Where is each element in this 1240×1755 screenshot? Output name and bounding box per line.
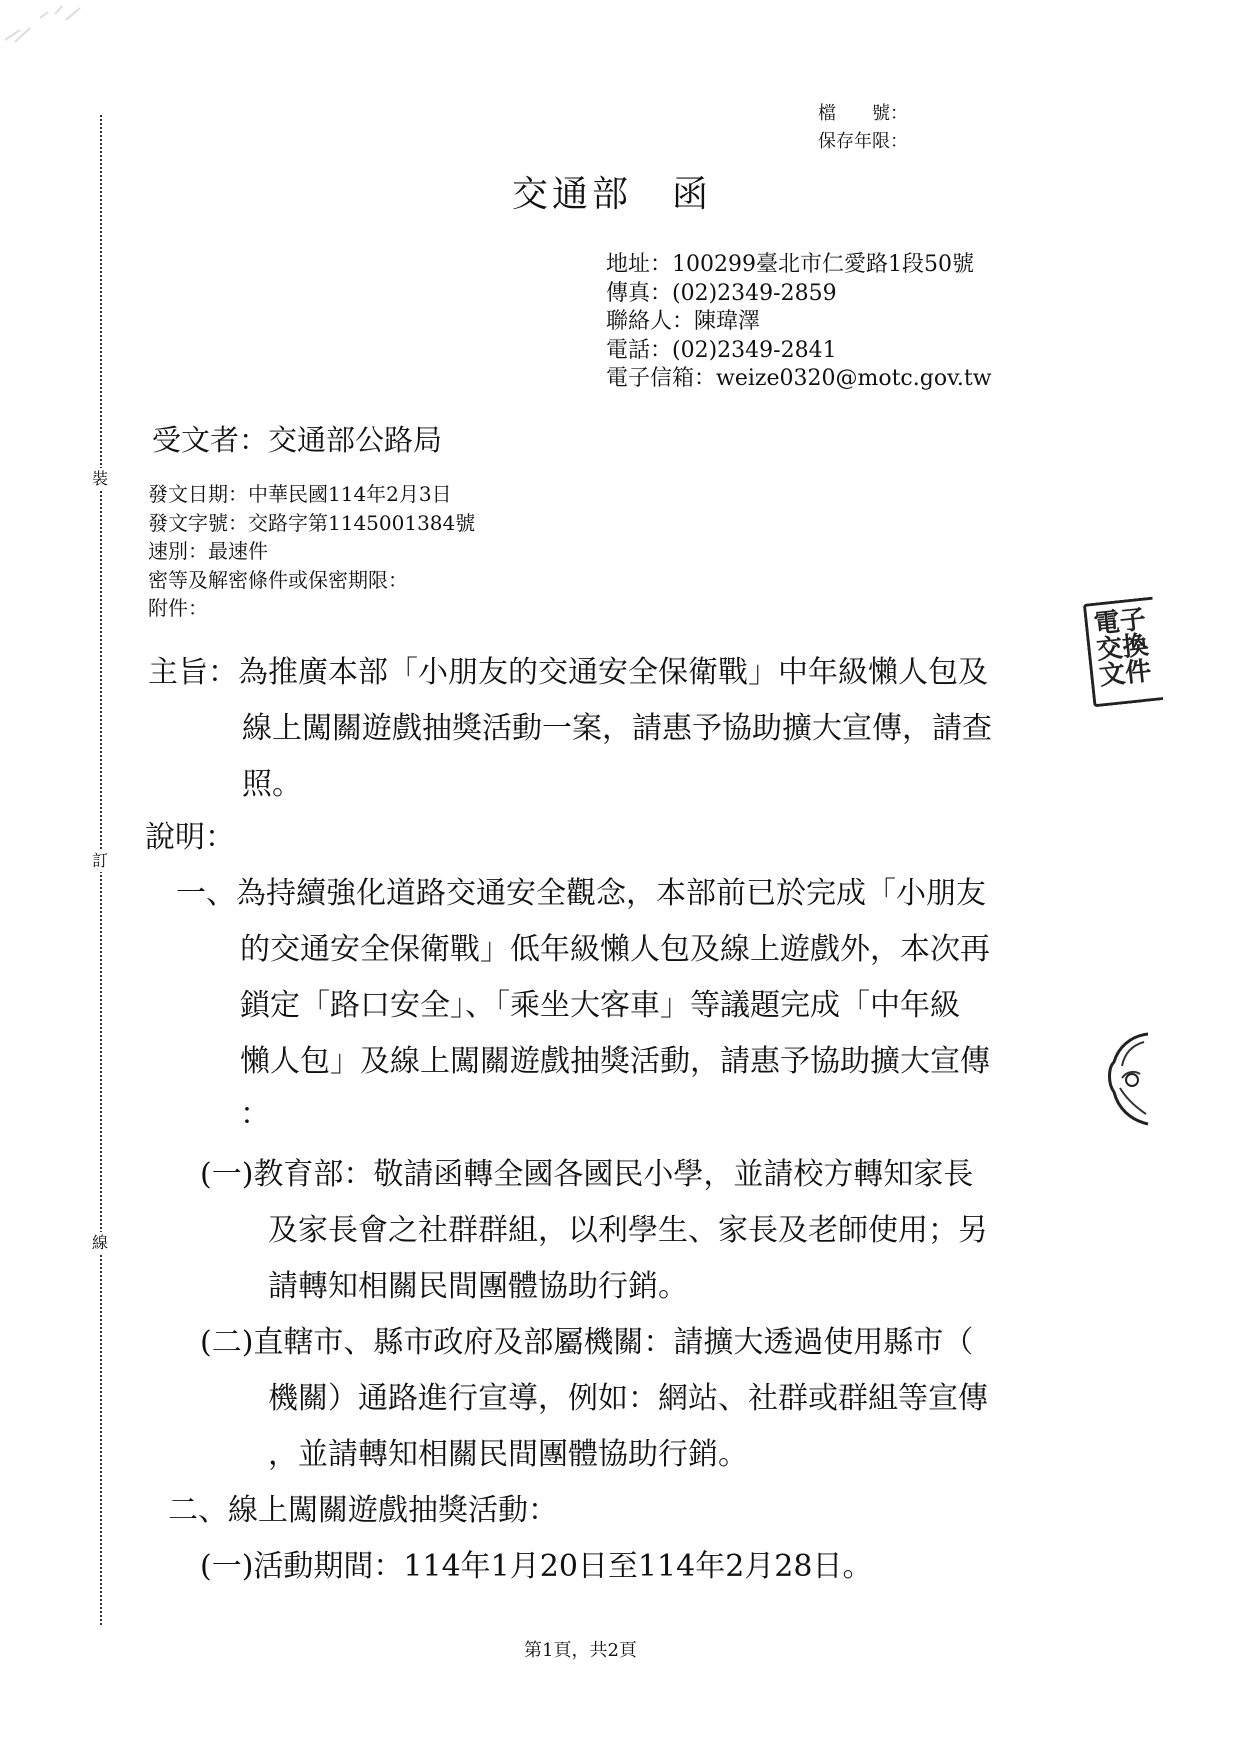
item1-sub2-line-3: ，並請轉知相關民間團體協助行銷。 [268,1437,748,1472]
item1-line-4: 懶人包」及線上闖關遊戲抽獎活動，請惠予協助擴大宣傳 [240,1044,990,1079]
binding-char-xian: 線 [86,1232,114,1254]
item2-sub1-line-1: (一)活動期間：114年1月20日至114年2月28日。 [200,1549,873,1584]
page-number: 第1頁，共2頁 [524,1640,637,1661]
recipient: 受文者：交通部公路局 [152,423,443,457]
issue-date: 發文日期：中華民國114年2月3日 [148,482,452,506]
item1-line-5: ： [240,1097,270,1132]
speed-category: 速別：最速件 [148,539,268,563]
item1-line-1: 一、為持續強化道路交通安全觀念，本部前已於完成「小朋友 [176,876,986,911]
item1-sub1-line-2: 及家長會之社群群組，以利學生、家長及老師使用；另 [268,1213,988,1248]
subject-line-3: 照。 [242,767,302,802]
item1-line-3: 鎖定「路口安全」、「乘坐大客車」等議題完成「中年級 [240,988,960,1023]
document-title: 交通部 函 [512,174,713,215]
email: 電子信箱：weize0320@motc.gov.tw [606,366,992,391]
item1-line-2: 的交通安全保衛戰」低年級懶人包及線上遊戲外，本次再 [240,932,990,967]
item1-sub1-line-3: 請轉知相關民間團體協助行銷。 [268,1269,688,1304]
contact-person: 聯絡人：陳瑋澤 [606,309,761,334]
attachment: 附件： [148,596,208,620]
retention-period-label: 保存年限： [818,131,908,152]
item1-sub2-line-2: 機關）通路進行宣導，例如：網站、社群或群組等宣傳 [268,1381,988,1416]
corner-scribble [0,0,90,50]
item1-sub1-line-1: (一)教育部：敬請函轉全國各國民小學，並請校方轉知家長 [200,1157,974,1192]
file-number-label: 檔 號： [818,103,908,124]
item1-sub2-line-1: (二)直轄市、縣市政府及部屬機關：請擴大透過使用縣市（ [200,1325,974,1360]
subject-line-2: 線上闖關遊戲抽獎活動一案，請惠予協助擴大宣傳，請查 [242,711,992,746]
document-number: 發文字號：交路字第1145001384號 [148,511,476,535]
address: 地址：100299臺北市仁愛路1段50號 [606,252,974,277]
binding-char-ding: 訂 [86,850,114,872]
secrecy-level: 密等及解密條件或保密期限： [148,568,408,592]
phone: 電話：(02)2349-2841 [606,338,837,363]
subject-line-1: 主旨：為推廣本部「小朋友的交通安全保衛戰」中年級懶人包及 [148,655,988,690]
seal-stamp-icon [1100,1028,1150,1128]
item2-line-1: 二、線上闖關遊戲抽獎活動： [168,1493,558,1528]
electronic-exchange-stamp [1083,597,1163,708]
fax: 傳真：(02)2349-2859 [606,281,837,306]
explanation-heading: 說明： [145,820,235,855]
stamp-text: 電子交換文件 [1092,604,1153,692]
binding-char-zhuang: 裝 [86,468,114,490]
